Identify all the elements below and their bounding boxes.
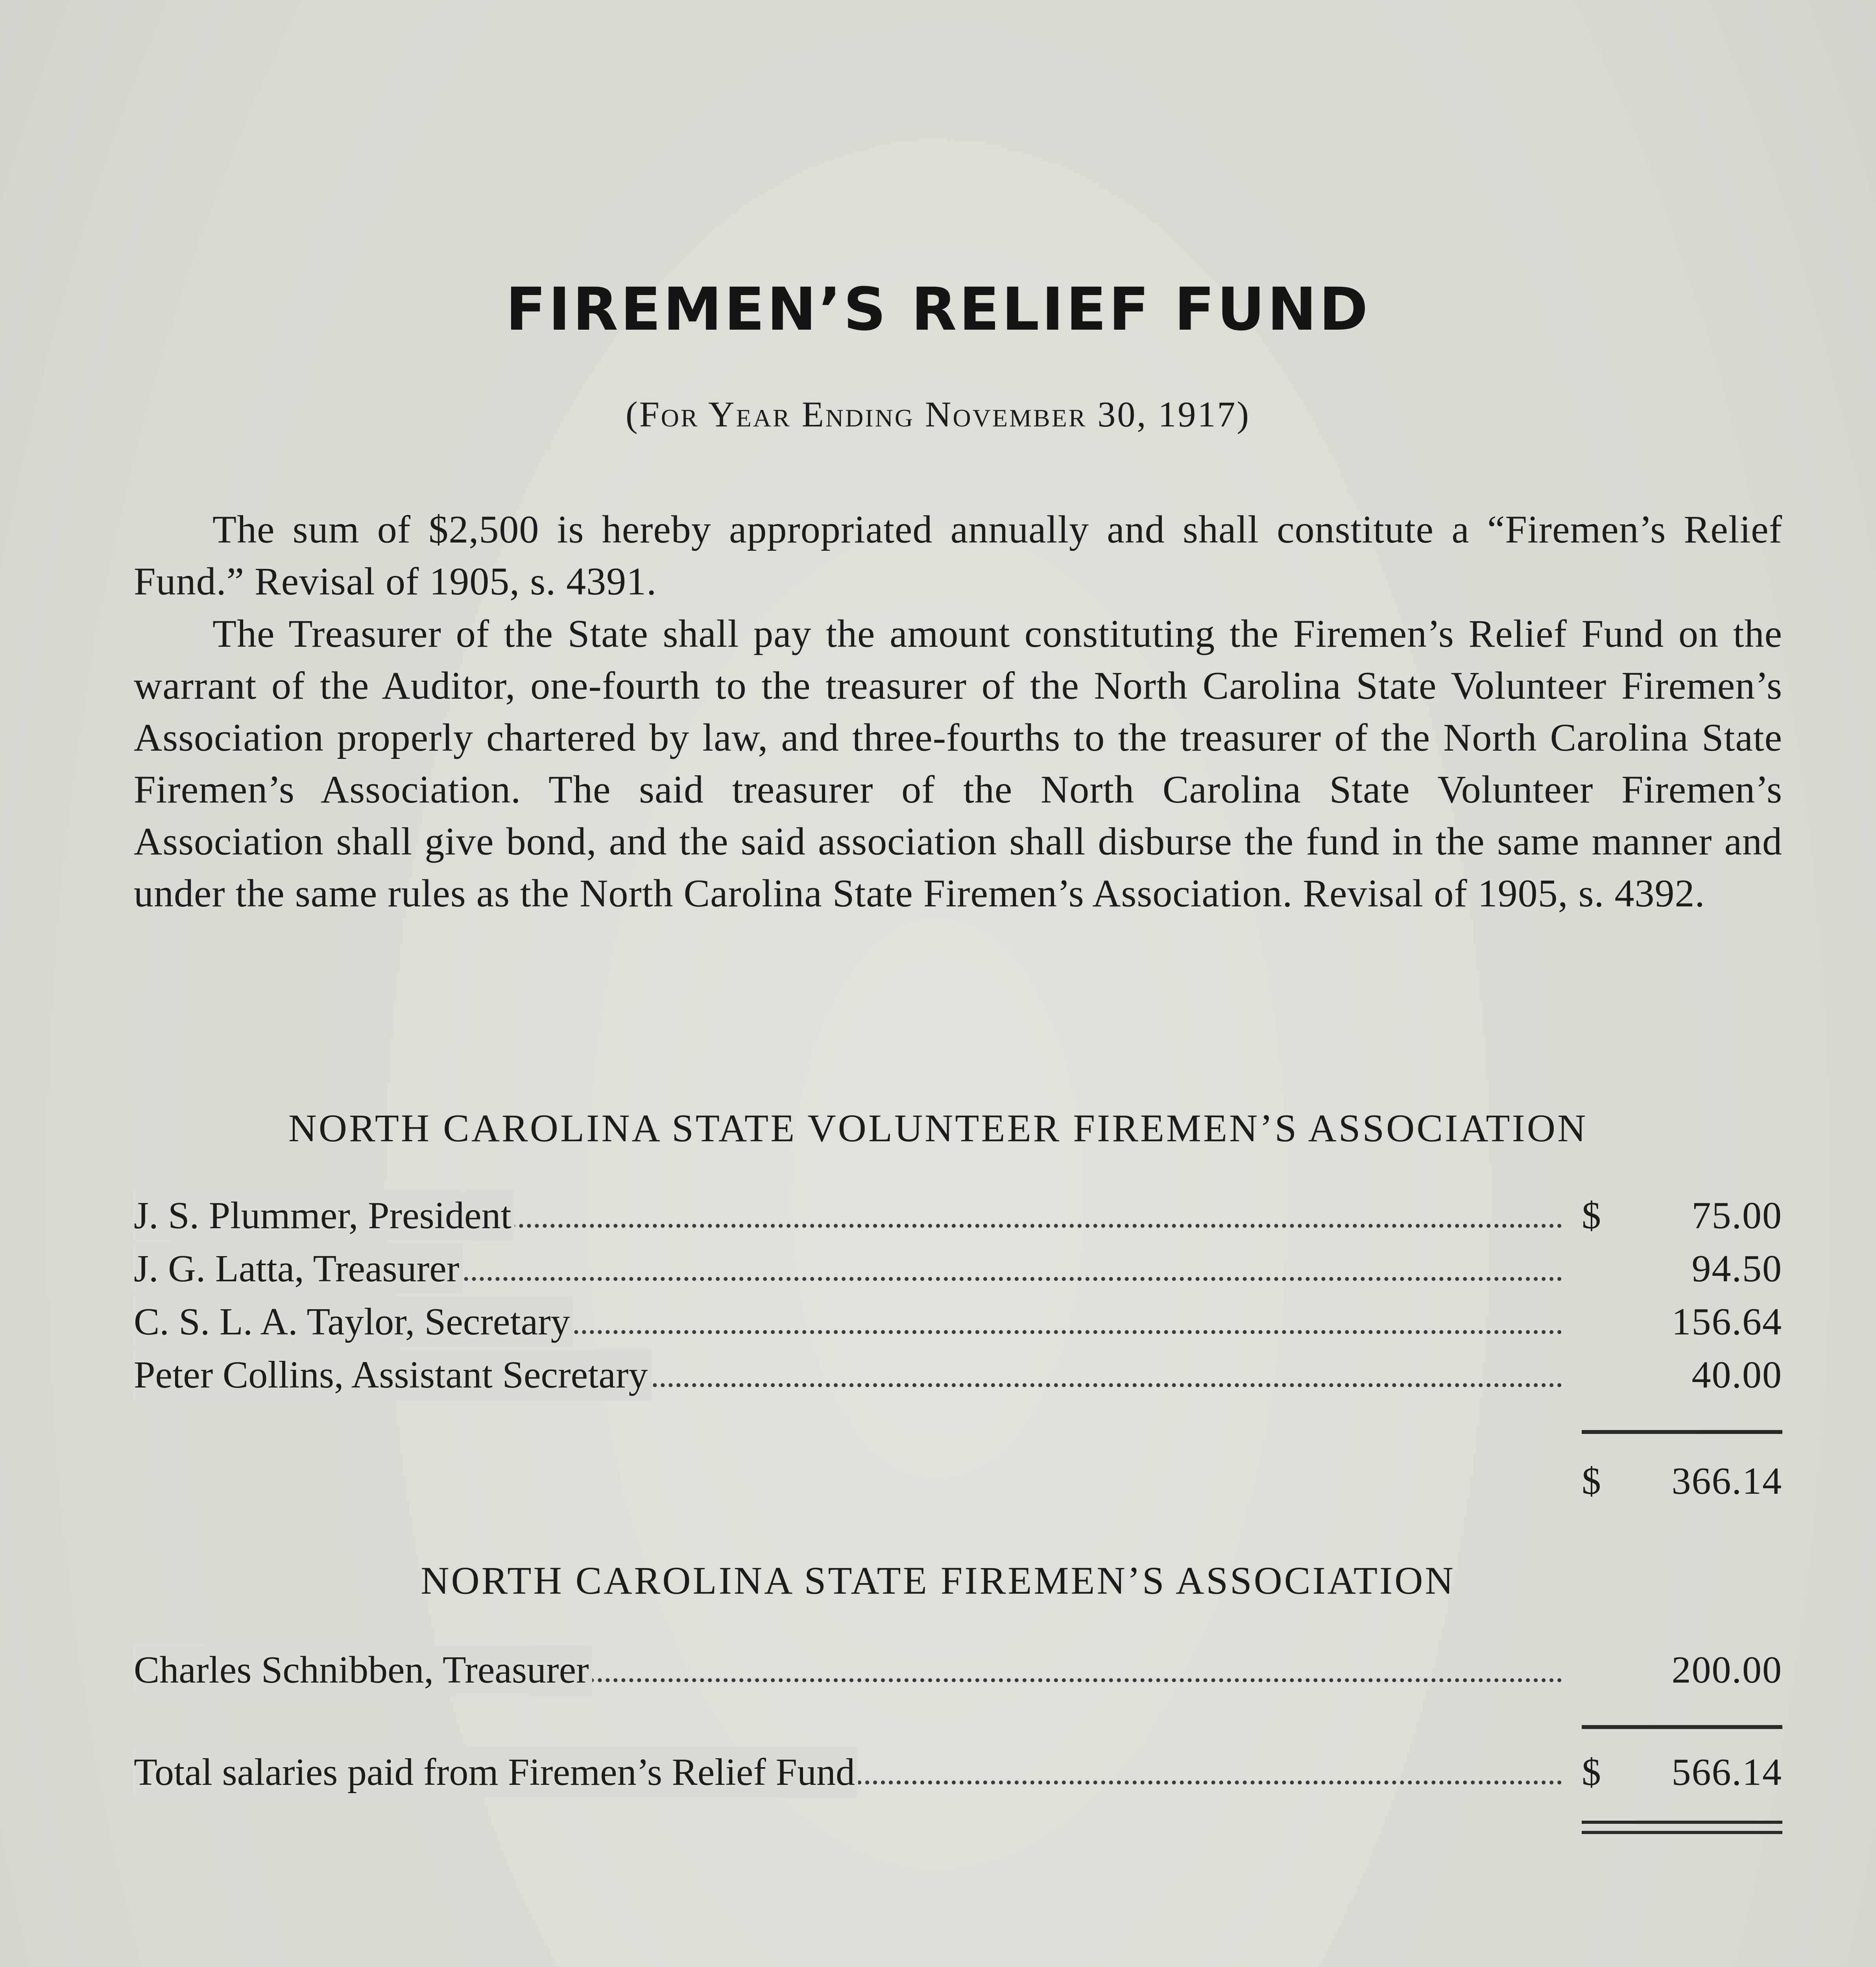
total-label: Total salaries paid from Firemen’s Relief Fund (134, 1747, 858, 1798)
subtotal-rule (1582, 1430, 1782, 1434)
payment-amount: 200.00 (1671, 1649, 1782, 1691)
dollar-sign: $ (1582, 1194, 1601, 1237)
table-row (134, 1349, 1782, 1401)
volunteer-association-title: NORTH CAROLINA STATE VOLUNTEER FIREMEN’S ASSOCIATION (288, 1106, 1588, 1150)
table-row (134, 1296, 1782, 1347)
payee-name: J. S. Plummer, President (134, 1190, 515, 1241)
table-row (134, 1644, 1782, 1696)
state-association-title: NORTH CAROLINA STATE FIREMEN’S ASSOCIATION (421, 1559, 1455, 1602)
table-row (134, 1243, 1782, 1294)
dollar-sign: $ (1582, 1751, 1601, 1794)
table-row (134, 1190, 1782, 1241)
firemen-title: FIREMEN’S RELIEF FUND (506, 275, 1370, 344)
firemen-paragraph-1: The sum of $2,500 is hereby appropriated annually and shall constitute a “Firemen’s Relief Fund.” Revisal of 1905, s. 4391. (134, 507, 1782, 603)
dollar-sign: $ (1582, 1460, 1601, 1502)
payment-amount: 156.64 (1671, 1301, 1782, 1343)
total-double-rule (1582, 1821, 1782, 1834)
subtotal-row (134, 1456, 1782, 1507)
total-row (134, 1747, 1782, 1798)
payment-amount: 40.00 (1691, 1354, 1782, 1396)
payee-name: Peter Collins, Assistant Secretary (134, 1349, 651, 1401)
subtotal-amount: 366.14 (1671, 1460, 1782, 1502)
payee-name: C. S. L. A. Taylor, Secretary (134, 1296, 573, 1347)
firemen-paragraph-2: The Treasurer of the State shall pay the amount constituting the Firemen’s Relief Fund on the warrant of the Auditor, one-fourth to the treasurer of the North Carolina State Volunteer Firemen’s Association properly chartered by law, and three-fourths to the treasurer of the North Carolina State Firemen’s Association. The said treasurer of the North Carolina State Volunteer Firemen’s Association shall give bond, and the said association shall disburse the fund in the same manner and under the same rules as the North Carolina State Firemen’s Association. Revisal of 1905, s. 4392. (134, 612, 1782, 915)
firemen-subtitle: (For Year Ending November 30, 1917) (625, 394, 1251, 434)
payment-amount: 94.50 (1691, 1247, 1782, 1290)
payment-amount: 75.00 (1691, 1194, 1782, 1237)
total-rule (1582, 1725, 1782, 1729)
payee-name: Charles Schnibben, Treasurer (134, 1644, 592, 1696)
total-amount: 566.14 (1671, 1751, 1782, 1794)
payee-name: J. G. Latta, Treasurer (134, 1243, 462, 1294)
